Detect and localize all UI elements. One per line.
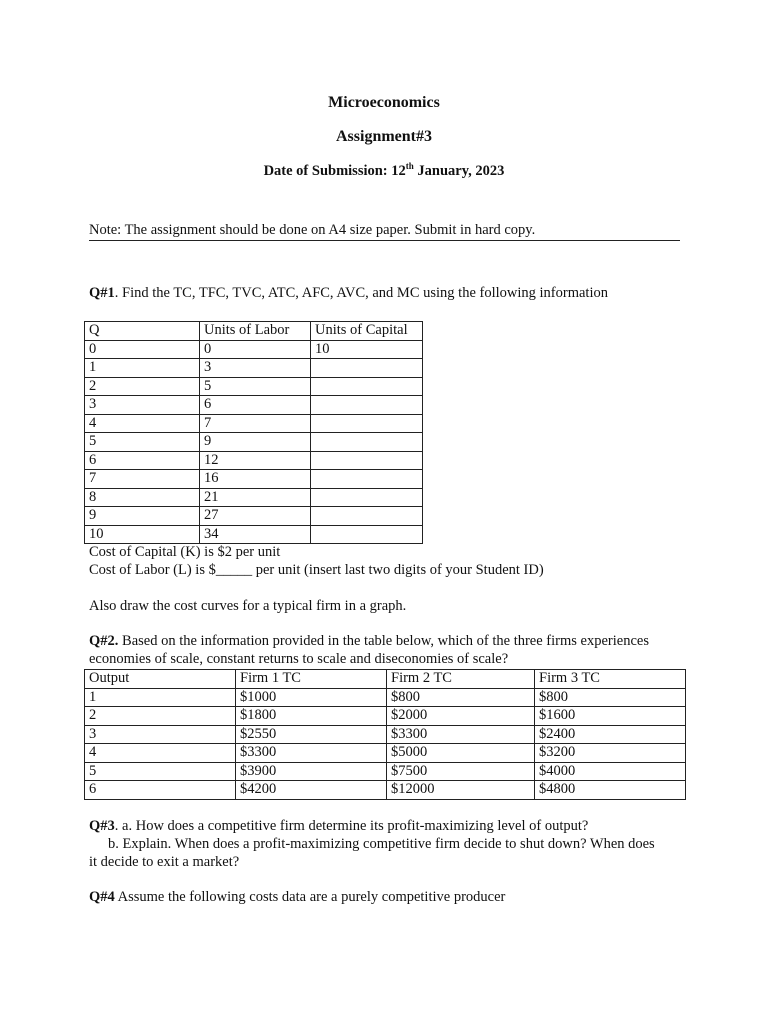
table-cell: [311, 470, 423, 489]
table-cell: 10: [311, 340, 423, 359]
table-cell: 9: [85, 507, 200, 526]
table-cell: 8: [85, 488, 200, 507]
q3-part-a: [89, 818, 588, 835]
q4-text: Assume the following costs data are a purely competitive producer: [114, 889, 506, 905]
q2-prompt-line1: [89, 633, 649, 650]
table-cell: Firm 3 TC: [535, 670, 686, 689]
q2-label: Q#2.: [89, 633, 119, 649]
table-cell: Units of Capital: [311, 322, 423, 341]
q1-table: [84, 321, 423, 544]
table-cell: 6: [85, 451, 200, 470]
q3-label: Q#3: [89, 818, 115, 834]
q1-table-row: [85, 396, 423, 415]
cost-curves-instruction: Also draw the cost curves for a typical firm in a graph.: [89, 598, 407, 614]
table-cell: $2000: [387, 707, 535, 726]
q2-table-row: [85, 744, 686, 763]
table-cell: $3300: [236, 744, 387, 763]
table-cell: $2550: [236, 725, 387, 744]
table-cell: 21: [200, 488, 311, 507]
table-cell: 1: [85, 688, 236, 707]
q2-table-row: [85, 707, 686, 726]
table-cell: $4800: [535, 781, 686, 800]
table-cell: [311, 488, 423, 507]
table-cell: $2400: [535, 725, 686, 744]
table-cell: 10: [85, 525, 200, 544]
date-suffix: January, 2023: [413, 162, 505, 179]
q2-table-header: [85, 670, 686, 689]
submission-date: [0, 161, 768, 180]
q3-part-a-text: . a. How does a competitive firm determine its profit-maximizing level of output?: [114, 818, 589, 834]
table-cell: 0: [85, 340, 200, 359]
q4-prompt: [89, 889, 505, 906]
q1-table-row: [85, 340, 423, 359]
q2-table-row: [85, 762, 686, 781]
table-cell: 7: [85, 470, 200, 489]
capital-cost-text: Cost of Capital (K) is $2 per unit: [89, 544, 281, 560]
q1-table-row: [85, 433, 423, 452]
table-cell: 9: [200, 433, 311, 452]
table-cell: $3900: [236, 762, 387, 781]
table-cell: $12000: [387, 781, 535, 800]
table-cell: [311, 377, 423, 396]
table-cell: $1000: [236, 688, 387, 707]
table-cell: 2: [85, 377, 200, 396]
q1-table-row: [85, 507, 423, 526]
table-cell: $3300: [387, 725, 535, 744]
labor-cost-text: Cost of Labor (L) is $_____ per unit (insert last two digits of your Student ID): [89, 562, 544, 578]
table-cell: Units of Labor: [200, 322, 311, 341]
table-cell: 7: [200, 414, 311, 433]
table-cell: Output: [85, 670, 236, 689]
table-cell: [311, 451, 423, 470]
q1-prompt: [89, 285, 608, 302]
q2-table-row: [85, 688, 686, 707]
table-cell: $5000: [387, 744, 535, 763]
q1-table-row: [85, 414, 423, 433]
table-cell: $1800: [236, 707, 387, 726]
table-cell: $4200: [236, 781, 387, 800]
table-cell: [311, 433, 423, 452]
table-cell: 27: [200, 507, 311, 526]
course-title: Microeconomics: [328, 94, 440, 111]
table-cell: $800: [535, 688, 686, 707]
date-prefix: Date of Submission: 12: [263, 162, 406, 179]
table-cell: $4000: [535, 762, 686, 781]
table-cell: 4: [85, 414, 200, 433]
q1-table-row: [85, 470, 423, 489]
table-cell: $800: [387, 688, 535, 707]
table-cell: 2: [85, 707, 236, 726]
q1-text: . Find the TC, TFC, TVC, ATC, AFC, AVC, and MC using the following information: [114, 285, 608, 301]
table-cell: [311, 525, 423, 544]
table-cell: 16: [200, 470, 311, 489]
table-cell: [311, 359, 423, 378]
table-cell: 1: [85, 359, 200, 378]
table-cell: 5: [85, 433, 200, 452]
table-cell: 5: [85, 762, 236, 781]
table-cell: 12: [200, 451, 311, 470]
q2-table-row: [85, 725, 686, 744]
q4-label: Q#4: [89, 889, 115, 905]
q1-table-row: [85, 451, 423, 470]
note-divider: [89, 240, 680, 241]
q1-table-row: [85, 488, 423, 507]
table-cell: Q: [85, 322, 200, 341]
table-cell: Firm 1 TC: [236, 670, 387, 689]
assignment-title: Assignment#3: [335, 128, 432, 145]
table-cell: 6: [200, 396, 311, 415]
table-cell: $7500: [387, 762, 535, 781]
table-cell: $1600: [535, 707, 686, 726]
q2-table: [84, 669, 686, 800]
q3-part-b-line2: it decide to exit a market?: [89, 854, 240, 870]
q2-table-row: [85, 781, 686, 800]
date-superscript: th: [405, 161, 414, 171]
q2-text-line1: Based on the information provided in the table below, which of the three firms experiences: [118, 633, 649, 649]
q1-table-row: [85, 359, 423, 378]
q1-label: Q#1: [89, 285, 115, 301]
table-cell: 3: [85, 396, 200, 415]
note-text: Note: The assignment should be done on A4 size paper. Submit in hard copy.: [89, 222, 536, 238]
q3-part-b-line1: b. Explain. When does a profit-maximizing competitive firm decide to shut down? When does: [108, 836, 655, 852]
table-cell: $3200: [535, 744, 686, 763]
table-cell: 6: [85, 781, 236, 800]
q1-table-row: [85, 377, 423, 396]
table-cell: [311, 507, 423, 526]
q1-table-header: [85, 322, 423, 341]
table-cell: 3: [200, 359, 311, 378]
table-cell: 4: [85, 744, 236, 763]
table-cell: [311, 414, 423, 433]
q2-text-line2: economies of scale, constant returns to scale and diseconomies of scale?: [89, 651, 509, 667]
table-cell: 5: [200, 377, 311, 396]
q1-table-row: [85, 525, 423, 544]
table-cell: 0: [200, 340, 311, 359]
table-cell: Firm 2 TC: [387, 670, 535, 689]
table-cell: 34: [200, 525, 311, 544]
table-cell: 3: [85, 725, 236, 744]
table-cell: [311, 396, 423, 415]
